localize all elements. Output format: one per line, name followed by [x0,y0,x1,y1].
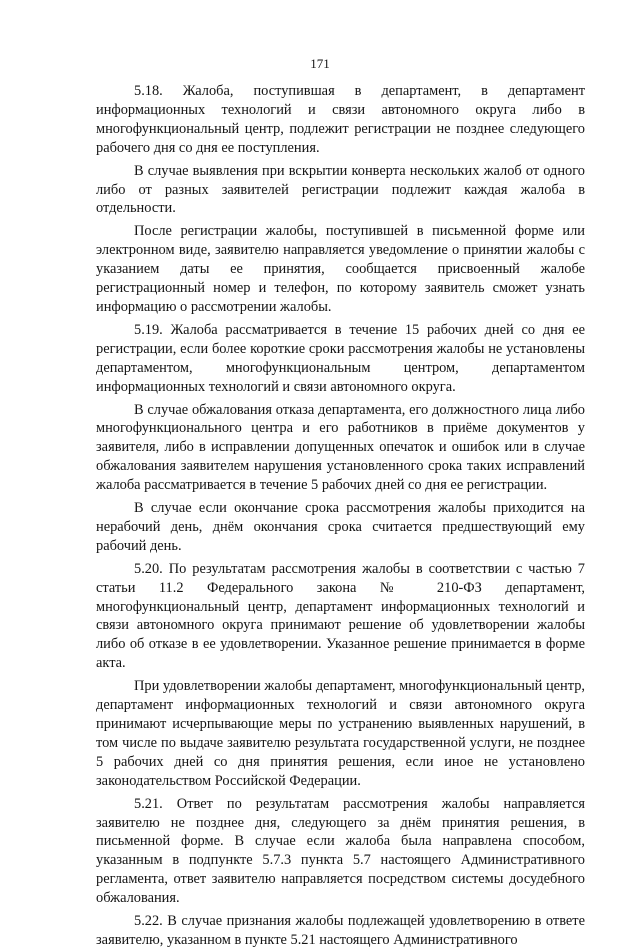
paragraph-multiple-complaints: В случае выявления при вскрытии конверта нескольких жалоб от одного либо от разных заявителей регистрации подлежит каждая жалоба в отдельности. [96,162,585,217]
paragraph-5-21: 5.21. Ответ по результатам рассмотрения жалобы направляется заявителю не позднее дня, следующего за днём принятия решения, в письменной форме. В случае если жалоба была направлена способом, указанным в подпункте 5.7.3 пункта 5.7 настоящего Административного регламента, ответ заявителю направляется посредством системы досудебного обжалования. [96,795,585,907]
paragraph-registration-notice: После регистрации жалобы, поступившей в письменной форме или электронном виде, заявителю направляется уведомление о принятии жалобы с указанием даты ее принятия, сообщается присвоенный жалобе регистрационный номер и телефон, по которому заявитель сможет узнать информацию о рассмотрении жалобы. [96,223,585,315]
document-body [96,82,585,951]
paragraph-non-working-day: В случае если окончание срока рассмотрения жалобы приходится на нерабочий день, днём окончания срока считается предшествующий ему рабочий день. [96,500,585,554]
paragraph-5-19: 5.19. Жалоба рассматривается в течение 15 рабочих дней со дня ее регистрации, если более короткие сроки рассмотрения жалобы не установлены департаментом, многофункциональным центром, департаментом информационных технологий и связи автономного округа. [96,321,585,395]
paragraph-5-20: 5.20. По результатам рассмотрения жалобы в соответствии с частью 7 статьи 11.2 Федерального закона № 210-ФЗ департамент, многофункциональный центр, департамент информационных технологий и связи автономного округа принимают решение об удовлетворении жалобы либо об отказе в ее удовлетворении. Указанное решение принимается в форме акта. [96,560,585,672]
page-number: 171 [310,56,330,71]
paragraph-refusal-appeal: В случае обжалования отказа департамента, его должностного лица либо многофункционального центра и его работников в приёме документов у заявителя, либо в исправлении допущенных опечаток и ошибок или в случае обжалования заявителем нарушения установленного срока таких исправлений жалоба рассматривается в течение 5 рабочих дней со дня ее регистрации. [96,401,585,494]
paragraph-5-22: 5.22. В случае признания жалобы подлежащей удовлетворению в ответе заявителю, указанном в пункте 5.21 настоящего Административного [96,913,585,948]
paragraph-satisfaction-measures: При удовлетворении жалобы департамент, многофункциональный центр, департамент информационных технологий и связи автономного округа принимают исчерпывающие меры по устранению выявленных нарушений, в том числе по выдаче заявителю результата государственной услуги, не позднее 5 рабочих дней со дня принятия решения, если иное не установлено законодательством Российской Федерации. [96,678,585,789]
paragraph-5-18: 5.18. Жалоба, поступившая в департамент, в департамент информационных технологий и связи автономного округа либо в многофункциональный центр, подлежит регистрации не позднее следующего рабочего дня со дня ее поступления. [96,83,585,156]
